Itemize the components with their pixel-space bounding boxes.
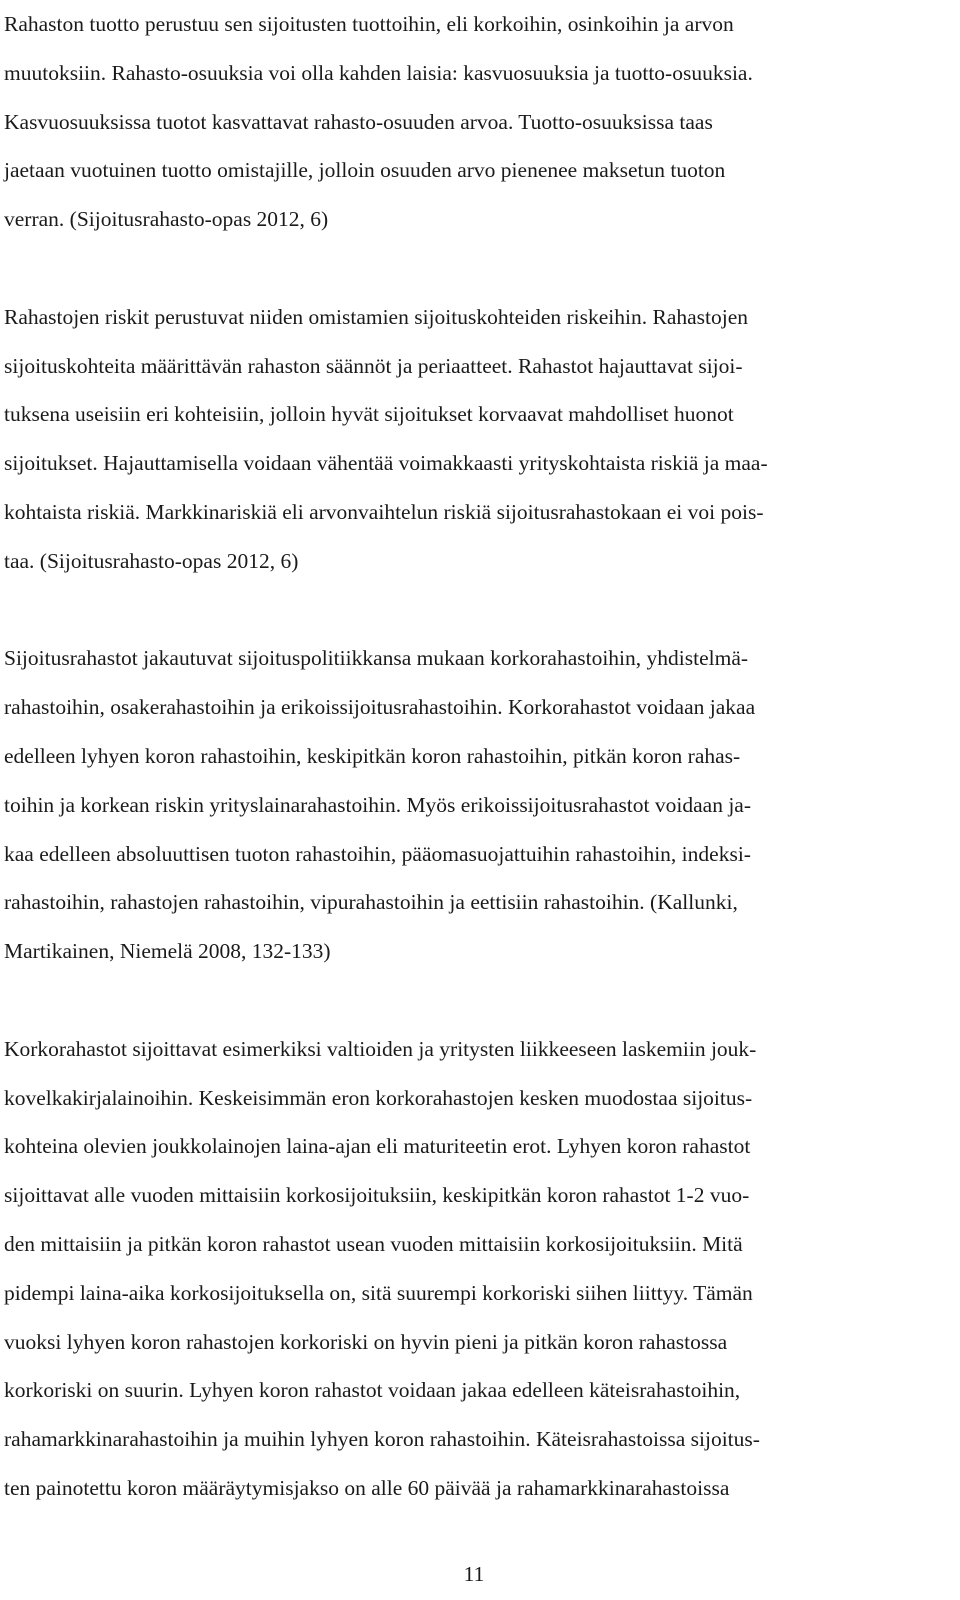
text-line: rahastoihin, osakerahastoihin ja erikoissijoitusrahastoihin. Korkorahastot voidaan jakaa	[4, 695, 756, 720]
paragraph-fund-risks	[4, 293, 940, 586]
text-line: kohteina olevien joukkolainojen laina-ajan eli maturiteetin erot. Lyhyen koron rahastot	[4, 1134, 751, 1159]
text-line: vuoksi lyhyen koron rahastojen korkoriski on hyvin pieni ja pitkän koron rahastossa	[4, 1329, 728, 1354]
text-line: sijoitukset. Hajauttamisella voidaan vähentää voimakkaasti yrityskohtaista riskiä ja maa-	[4, 451, 768, 476]
text-line: verran. (Sijoitusrahasto-opas 2012, 6)	[4, 207, 329, 232]
text-line: tuksena useisiin eri kohteisiin, jolloin hyvät sijoitukset korvaavat mahdolliset huonot	[4, 402, 734, 427]
text-line: korkoriski on suurin. Lyhyen koron rahastot voidaan jakaa edelleen käteisrahastoihin,	[4, 1378, 741, 1403]
paragraph-spacer	[4, 976, 940, 1025]
text-line: kohtaista riskiä. Markkinariskiä eli arvonvaihtelun riskiä sijoitusrahastokaan ei voi pois-	[4, 499, 764, 524]
text-line: sijoittavat alle vuoden mittaisiin korkosijoituksiin, keskipitkän koron rahastot 1-2 vuo-	[4, 1183, 750, 1208]
text-line: rahamarkkinarahastoihin ja muihin lyhyen koron rahastoihin. Käteisrahastoissa sijoitus-	[4, 1427, 760, 1452]
text-line: rahastoihin, rahastojen rahastoihin, vipurahastoihin ja eettisiin rahastoihin. (Kallunki,	[4, 890, 738, 915]
paragraph-fund-returns	[4, 0, 940, 244]
text-line: Rahaston tuotto perustuu sen sijoitusten tuottoihin, eli korkoihin, osinkoihin ja arvon	[4, 12, 734, 36]
text-line: Sijoitusrahastot jakautuvat sijoituspolitiikkansa mukaan korkorahastoihin, yhdistelmä-	[4, 646, 749, 671]
text-line: Rahastojen riskit perustuvat niiden omistamien sijoituskohteiden riskeihin. Rahastojen	[4, 304, 749, 329]
text-line: den mittaisiin ja pitkän koron rahastot usean vuoden mittaisiin korkosijoituksiin. Mitä	[4, 1231, 743, 1256]
text-line: pidempi laina-aika korkosijoituksella on, sitä suurempi korkoriski siihen liittyy. Tämän	[4, 1280, 753, 1305]
body-text	[4, 0, 940, 1513]
text-line: Korkorahastot sijoittavat esimerkiksi valtioiden ja yritysten liikkeeseen laskemiin jouk-	[4, 1036, 757, 1061]
text-line: toihin ja korkean riskin yrityslainarahastoihin. Myös erikoissijoitusrahastot voidaan ja-	[4, 792, 751, 817]
text-line: kovelkakirjalainoihin. Keskeisimmän eron korkorahastojen kesken muodostaa sijoitus-	[4, 1085, 753, 1110]
text-line: ten painotettu koron määräytymisjakso on alle 60 päivää ja rahamarkkinarahastoissa	[4, 1475, 730, 1500]
page-number: 11	[463, 1562, 485, 1586]
text-line: Kasvuosuuksissa tuotot kasvattavat rahasto-osuuden arvoa. Tuotto-osuuksissa taas	[4, 109, 713, 134]
text-line: muutoksiin. Rahasto-osuuksia voi olla kahden laisia: kasvuosuuksia ja tuotto-osuuksia.	[4, 60, 753, 85]
text-line: taa. (Sijoitusrahasto-opas 2012, 6)	[4, 548, 299, 573]
text-line: sijoituskohteita määrittävän rahaston säännöt ja periaatteet. Rahastot hajauttavat sijoi-	[4, 353, 743, 378]
text-line: jaetaan vuotuinen tuotto omistajille, jolloin osuuden arvo pienenee maksetun tuoton	[4, 158, 726, 183]
paragraph-spacer	[4, 586, 940, 635]
text-line: Martikainen, Niemelä 2008, 132-133)	[4, 939, 331, 964]
paragraph-interest-funds	[4, 1025, 940, 1513]
text-line: kaa edelleen absoluuttisen tuoton rahastoihin, pääomasuojattuihin rahastoihin, indeksi-	[4, 841, 751, 866]
paragraph-spacer	[4, 244, 940, 293]
paragraph-fund-types	[4, 634, 940, 976]
text-line: edelleen lyhyen koron rahastoihin, keskipitkän koron rahastoihin, pitkän koron rahas-	[4, 743, 741, 768]
